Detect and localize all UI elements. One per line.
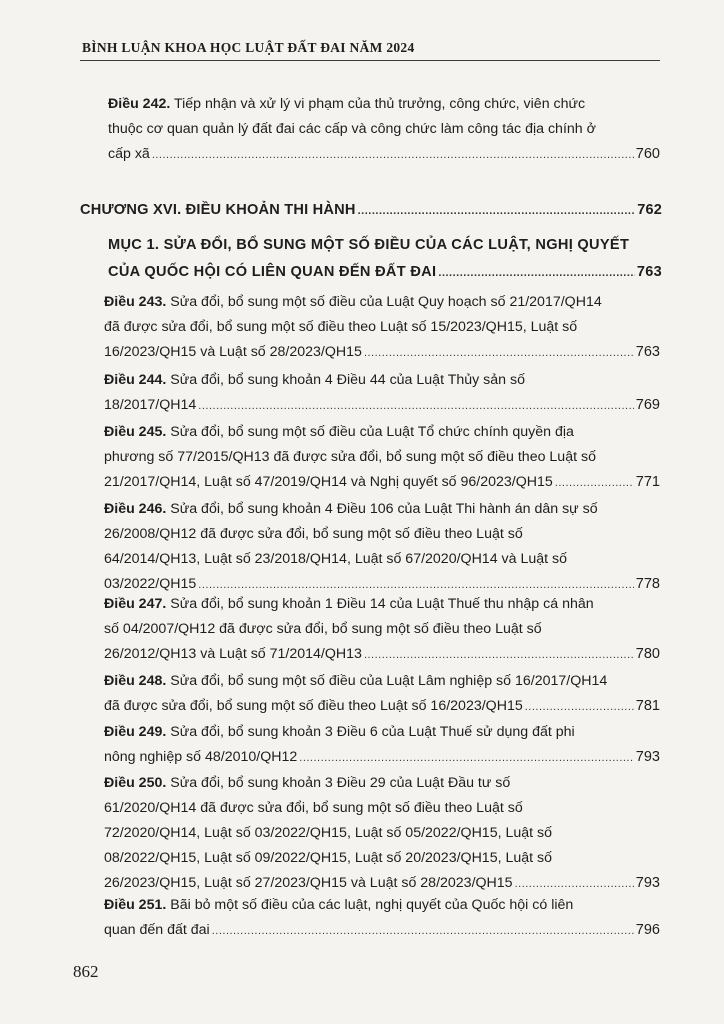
entry-label: Điều 244. [104,372,167,388]
page-ref: 778 [635,576,660,592]
leader-dots [525,695,634,720]
entry-text-line: 26/2012/QH13 và Luật số 71/2014/QH13 [104,646,362,662]
entry-text-line: 72/2020/QH14, Luật số 03/2022/QH15, Luật số 05/2022/QH15, Luật số [104,825,553,841]
toc-entry-243[interactable] [104,290,660,366]
entry-label: Điều 246. [104,501,167,517]
toc-entry-245[interactable] [104,420,660,496]
page-ref: 793 [635,875,660,891]
entry-label: Điều 249. [104,724,167,740]
toc-chapter-16[interactable] [80,198,662,224]
entry-text-line: 16/2023/QH15 và Luật số 28/2023/QH15 [104,344,362,360]
toc-entry-248[interactable] [104,669,660,720]
page-number: 862 [73,962,99,981]
header-rule [80,60,660,61]
page-ref: 796 [635,922,660,938]
entry-label: Điều 245. [104,424,167,440]
entry-text-line: đã được sửa đổi, bổ sung một số điều theo Luật số 15/2023/QH15, Luật số [104,319,578,335]
section-title-line: MỤC 1. SỬA ĐỔI, BỔ SUNG MỘT SỐ ĐIỀU CỦA CÁC LUẬT, NGHỊ QUYẾT [108,237,630,253]
entry-text-line: 08/2022/QH15, Luật số 09/2022/QH15, Luật số 20/2023/QH15, Luật số [104,850,553,866]
section-title-line: CỦA QUỐC HỘI CÓ LIÊN QUAN ĐẾN ĐẤT ĐAI [108,264,437,280]
entry-text-line: 26/2023/QH15, Luật số 27/2023/QH15 và Luật số 28/2023/QH15 [104,875,513,891]
entry-text-line: đã được sửa đổi, bổ sung một số điều theo Luật số 16/2023/QH15 [104,698,523,714]
entry-text-line: Sửa đổi, bổ sung một số điều của Luật Quy hoạch số 21/2017/QH14 [170,294,602,310]
page-ref: 763 [636,264,662,280]
toc-section-1[interactable] [108,232,662,287]
page-ref: 769 [635,397,660,413]
entry-label: Điều 243. [104,294,167,310]
entry-text-line: cấp xã [108,146,150,162]
page-ref: 760 [635,146,660,162]
toc-entry-244[interactable] [104,368,660,419]
entry-text-line: Sửa đổi, bổ sung một số điều của Luật Lâm nghiệp số 16/2017/QH14 [170,673,608,689]
entry-text-line: Tiếp nhận và xử lý vi phạm của thủ trưởng, công chức, viên chức [174,96,586,112]
toc-entry-249[interactable] [104,720,660,771]
page-ref: 780 [635,646,660,662]
page-ref: 763 [635,344,660,360]
leader-dots [358,199,636,224]
leader-dots [555,471,634,496]
entry-text-line: phương số 77/2015/QH13 đã được sửa đổi, bổ sung một số điều theo Luật số [104,449,596,465]
entry-text-line: 26/2008/QH12 đã được sửa đổi, bổ sung một số điều theo Luật số [104,526,523,542]
entry-text-line: Sửa đổi, bổ sung khoản 4 Điều 106 của Luật Thi hành án dân sự số [170,501,598,517]
entry-text-line: Bãi bỏ một số điều của các luật, nghị quyết của Quốc hội có liên [170,897,574,913]
entry-text-line: Sửa đổi, bổ sung khoản 3 Điều 29 của Luật Đầu tư số [170,775,511,791]
entry-text-line: 03/2022/QH15 [104,576,197,592]
entry-text-line: nông nghiệp số 48/2010/QH12 [104,749,298,765]
leader-dots [152,143,634,168]
entry-text-line: thuộc cơ quan quản lý đất đai các cấp và công chức làm công tác địa chính ở [108,121,596,137]
entry-text-line: Sửa đổi, bổ sung khoản 4 Điều 44 của Luật Thủy sản số [170,372,525,388]
page-ref: 793 [635,749,660,765]
entry-text-line: 64/2014/QH13, Luật số 23/2018/QH14, Luật số 67/2020/QH14 và Luật số [104,551,567,567]
toc-entry-242[interactable] [108,92,660,168]
leader-dots [438,260,635,287]
page-ref: 762 [637,202,662,218]
entry-label: Điều 242. [108,96,171,112]
entry-text-line: số 04/2007/QH12 đã được sửa đổi, bổ sung một số điều theo Luật số [104,621,542,637]
toc-entry-246[interactable] [104,497,660,598]
entry-text-line: 18/2017/QH14 [104,397,197,413]
leader-dots [364,341,634,366]
entry-text-line: Sửa đổi, bổ sung một số điều của Luật Tổ chức chính quyền địa [170,424,574,440]
page-ref: 781 [635,698,660,714]
leader-dots [364,643,634,668]
entry-text-line: 21/2017/QH14, Luật số 47/2019/QH14 và Nghị quyết số 96/2023/QH15 [104,474,553,490]
entry-text-line: Sửa đổi, bổ sung khoản 3 Điều 6 của Luật Thuế sử dụng đất phi [170,724,575,740]
toc-entry-247[interactable] [104,592,660,668]
entry-text-line: 61/2020/QH14 đã được sửa đổi, bổ sung một số điều theo Luật số [104,800,523,816]
leader-dots [299,746,634,771]
entry-label: Điều 247. [104,596,167,612]
page-ref: 771 [635,474,660,490]
entry-label: Điều 251. [104,897,167,913]
toc-entry-250[interactable] [104,771,660,897]
toc-entry-251[interactable] [104,893,660,944]
entry-text-line: Sửa đổi, bổ sung khoản 1 Điều 14 của Luật Thuế thu nhập cá nhân [170,596,594,612]
entry-label: Điều 250. [104,775,167,791]
running-header: BÌNH LUẬN KHOA HỌC LUẬT ĐẤT ĐAI NĂM 2024 [82,40,415,55]
leader-dots [198,394,634,419]
chapter-title: CHƯƠNG XVI. ĐIỀU KHOẢN THI HÀNH [80,202,356,218]
entry-text-line: quan đến đất đai [104,922,210,938]
leader-dots [212,919,634,944]
entry-label: Điều 248. [104,673,167,689]
